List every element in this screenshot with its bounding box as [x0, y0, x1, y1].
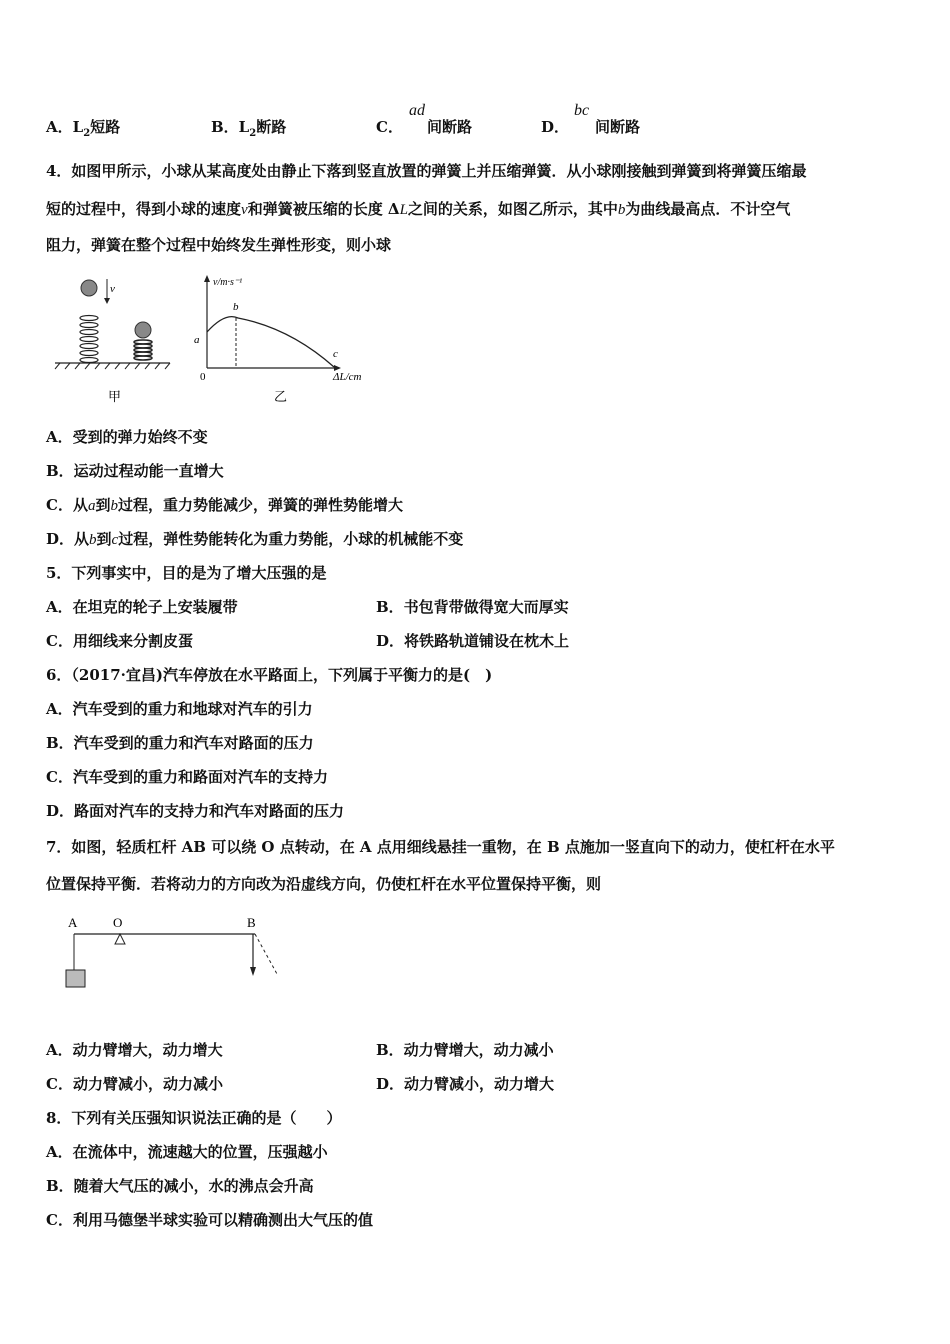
- q8-stem: 8．下列有关压强知识说法正确的是（ ）: [46, 1109, 342, 1127]
- q4-figure: [50, 270, 390, 410]
- q7-lever-figure: [60, 912, 300, 997]
- q4-option-a: A．受到的弹力始终不变: [46, 428, 208, 446]
- label-o: O: [113, 915, 123, 930]
- q6-stem: 6．（2017·宜昌)汽车停放在水平路面上，下列属于平衡力的是( ): [46, 666, 493, 684]
- q5-option-a: A．在坦克的轮子上安装履带: [46, 598, 238, 616]
- q3-option-b: B．$L_2$断路: [211, 118, 287, 139]
- caption-jia: 甲: [108, 389, 122, 404]
- caption-yi: 乙: [274, 389, 288, 404]
- y-axis-label: v/m·s⁻¹: [213, 277, 243, 288]
- point-a-label: a: [194, 334, 200, 346]
- velocity-label: v: [110, 283, 115, 295]
- q3-option-d: D． 间断路: [541, 118, 641, 136]
- fulcrum-triangle: [115, 934, 125, 944]
- q6-option-a: A．汽车受到的重力和地球对汽车的引力: [46, 700, 313, 718]
- q5-option-d: D．将铁路轨道铺设在枕木上: [376, 632, 570, 650]
- q5-option-c: C．用细线来分割皮蛋: [46, 632, 193, 650]
- q3-option-a: A．$L_2$短路: [46, 118, 121, 139]
- q5-option-b: B．书包背带做得宽大而厚实: [376, 598, 569, 616]
- q6-option-b: B．汽车受到的重力和汽车对路面的压力: [46, 734, 314, 752]
- spring-compressed: [134, 340, 152, 360]
- q4-option-c: C．从a到b过程，重力势能减少，弹簧的弹性势能增大: [46, 496, 403, 514]
- q4-stem-line3: 阻力，弹簧在整个过程中始终发生弹性形变，则小球: [46, 236, 392, 254]
- dashed-direction-line: [255, 934, 277, 974]
- point-b-label: b: [233, 301, 239, 313]
- ball-on-spring: [135, 322, 151, 338]
- point-c-label: c: [333, 348, 338, 360]
- q8-option-a: A．在流体中，流速越大的位置，压强越小: [46, 1143, 328, 1161]
- hanging-weight: [66, 970, 85, 987]
- q7-option-a: A．动力臂增大，动力增大: [46, 1041, 223, 1059]
- q7-stem-line2: 位置保持平衡．若将动力的方向改为沿虚线方向，仍使杠杆在水平位置保持平衡，则: [46, 875, 602, 893]
- q4-option-d: D．从b到c过程，弹性势能转化为重力势能，小球的机械能不变: [46, 530, 464, 548]
- q5-stem: 5．下列事实中，目的是为了增大压强的是: [46, 564, 327, 582]
- q7-option-d: D．动力臂减小，动力增大: [376, 1075, 555, 1093]
- q7-option-b: B．动力臂增大，动力减小: [376, 1041, 554, 1059]
- q3-option-c: C． 间断路: [376, 118, 472, 136]
- q4-stem-line1: 4．如图甲所示，小球从某高度处由静止下落到竖直放置的弹簧上并压缩弹簧．从小球刚接触到弹簧到将弹簧压缩最: [46, 162, 807, 180]
- falling-ball: [81, 280, 97, 296]
- q3-option-c-var: ad: [409, 102, 425, 119]
- label-a: A: [68, 915, 78, 930]
- q4-option-b: B．运动过程动能一直增大: [46, 462, 224, 480]
- q8-option-c: C．利用马德堡半球实验可以精确测出大气压的值: [46, 1211, 373, 1229]
- q4-stem-line2: 短的过程中，得到小球的速度v和弹簧被压缩的长度 ΔL之间的关系，如图乙所示，其中b为曲线最高点．不计空气: [46, 200, 791, 218]
- label-b: B: [247, 915, 256, 930]
- q3-option-d-var: bc: [574, 102, 590, 119]
- q8-option-b: B．随着大气压的减小，水的沸点会升高: [46, 1177, 314, 1195]
- x-axis-label: ΔL/cm: [333, 371, 362, 383]
- q7-option-c: C．动力臂减小，动力减小: [46, 1075, 223, 1093]
- q7-stem-line1: 7．如图，轻质杠杆 AB 可以绕 O 点转动，在 A 点用细线悬挂一重物，在 B 点施加一竖直向下的动力，使杠杆在水平: [46, 838, 835, 856]
- origin-label: 0: [200, 371, 206, 383]
- q6-option-d: D．路面对汽车的支持力和汽车对路面的压力: [46, 802, 345, 820]
- velocity-curve: [207, 317, 334, 367]
- spring-uncompressed: [80, 316, 98, 363]
- q6-option-c: C．汽车受到的重力和路面对汽车的支持力: [46, 768, 328, 786]
